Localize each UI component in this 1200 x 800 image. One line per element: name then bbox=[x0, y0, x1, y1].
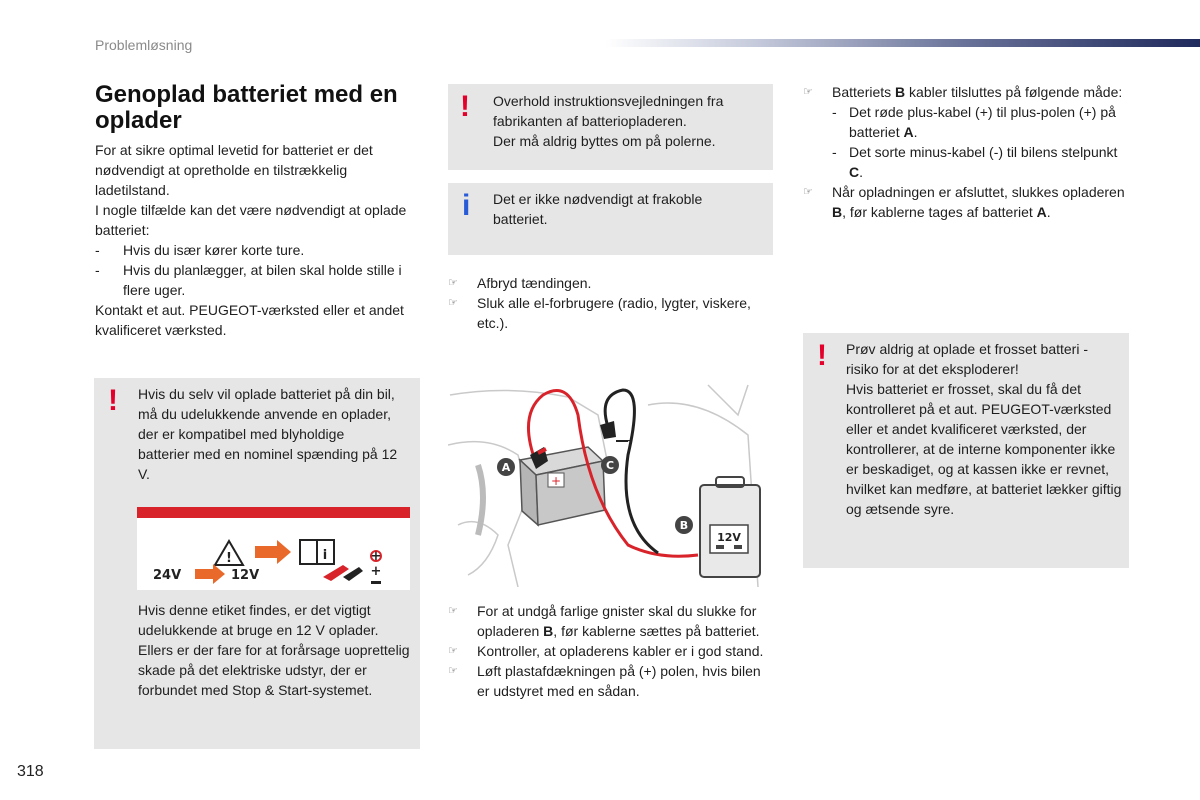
list-item-text: kabler tilsluttes på følgende måde: bbox=[905, 84, 1123, 100]
intro-paragraph: For at sikre optimal levetid for batteriet er det nødvendigt at opretholde en tilstrækkelig ladetilstand. bbox=[95, 142, 373, 198]
list-item bbox=[448, 273, 768, 293]
svg-text:C: C bbox=[605, 459, 615, 472]
list-item-text: Sluk alle el-forbrugere (radio, lygter, viskere, etc.). bbox=[477, 295, 751, 331]
battery-charging-figure bbox=[448, 375, 766, 587]
list-item-text: Kontroller, at opladerens kabler er i god stand. bbox=[477, 643, 764, 659]
warning-line: Der må aldrig byttes om på polerne. bbox=[493, 133, 716, 149]
warning-text: Hvis du selv vil oplade batteriet på din bil, må du udelukkende anvende en oplader, der er kompatibel med blyholdige batterier med en nominel spænding på 12 V. bbox=[138, 386, 398, 482]
warning-box bbox=[448, 84, 773, 170]
svg-text:+: + bbox=[550, 474, 562, 488]
warning-text: Hvis denne etiket findes, er det vigtigt udelukkende at bruge en 12 V oplader. Ellers er der fare for at forårsage uoprettelig skade på det elektriske udstyr, der er forbundet med Stop & Start-systemet. bbox=[138, 602, 410, 698]
dash-marker: - bbox=[95, 242, 100, 258]
list-item-bold: B bbox=[543, 623, 554, 639]
list-item bbox=[448, 293, 768, 333]
list-item-text: Hvis du især kører korte ture. bbox=[123, 242, 305, 258]
list-item-bold: A bbox=[903, 124, 914, 140]
intro-text bbox=[95, 140, 415, 340]
info-box bbox=[448, 183, 773, 255]
list-item-text: Afbryd tændingen. bbox=[477, 275, 592, 291]
list-item-text: , før kablerne sættes på batteriet. bbox=[553, 623, 760, 639]
steps-bottom bbox=[448, 601, 768, 701]
header-bar bbox=[605, 39, 1200, 47]
svg-text:i: i bbox=[322, 548, 328, 563]
charger-voltage-label: 12V bbox=[717, 531, 741, 544]
list-item bbox=[448, 601, 768, 641]
list-item-text: For at undgå farlige gnister skal du slukke for opladeren bbox=[477, 603, 757, 639]
svg-text:A: A bbox=[501, 461, 511, 474]
pointing-hand-icon: ☞ bbox=[448, 297, 458, 309]
info-icon: i bbox=[462, 189, 471, 222]
warning-line: Hvis batteriet er frosset, skal du få det kontrolleret på et aut. PEUGEOT-værksted eller et andet kvalificeret værksted, der kontrollerer, at de interne komponenter ikke er beskadiget, og at kassen ikke er revnet, hvilket kan medføre, at batteriet lækker giftig og ætsende syre. bbox=[846, 381, 1122, 517]
list-item bbox=[95, 260, 415, 300]
warning-box bbox=[803, 333, 1129, 568]
list-item-text: Batteriets bbox=[832, 84, 896, 100]
list-item-bold: C bbox=[849, 164, 860, 180]
list-item bbox=[803, 82, 1128, 182]
warning-line: Prøv aldrig at oplade et frosset batteri - risiko for at det eksploderer! bbox=[846, 341, 1088, 377]
callout-c bbox=[601, 456, 619, 474]
label-from-voltage: 24V bbox=[153, 568, 182, 583]
section-label: Problemløsning bbox=[95, 37, 193, 53]
list-item bbox=[803, 182, 1128, 222]
pointing-hand-icon: ☞ bbox=[803, 86, 813, 98]
warning-text bbox=[493, 91, 763, 151]
steps-top bbox=[448, 273, 768, 333]
svg-text:+: + bbox=[370, 564, 382, 579]
voltage-label-graphic bbox=[137, 507, 410, 590]
pointing-hand-icon: ☞ bbox=[448, 605, 458, 617]
svg-text:−: − bbox=[620, 433, 632, 449]
page-number: 318 bbox=[17, 763, 44, 780]
label-to-voltage: 12V bbox=[231, 568, 260, 583]
callout-b bbox=[675, 516, 693, 534]
callout-a bbox=[497, 458, 515, 476]
list-item-bold: B bbox=[832, 204, 843, 220]
arrow-right-icon bbox=[255, 540, 291, 564]
list-item-text: . bbox=[913, 124, 918, 140]
dash-marker: - bbox=[832, 144, 837, 160]
warning-text bbox=[846, 339, 1122, 519]
list-item-text: Løft plastafdækningen på (+) polen, hvis bilen er udstyret med en sådan. bbox=[477, 663, 761, 699]
battery-charging-illustration bbox=[448, 375, 766, 587]
pointing-hand-icon: ☞ bbox=[803, 186, 813, 198]
info-text: Det er ikke nødvendigt at frakoble batteriet. bbox=[493, 191, 703, 227]
list-item bbox=[95, 240, 415, 260]
list-item-bold: B bbox=[895, 84, 906, 100]
list-item bbox=[448, 661, 768, 701]
intro-paragraph: Kontakt et aut. PEUGEOT-værksted eller et andet kvalificeret værksted. bbox=[95, 302, 404, 338]
page-title: Genoplad batteriet med en oplader bbox=[95, 81, 398, 134]
list-item bbox=[448, 641, 768, 661]
dash-marker: - bbox=[95, 262, 100, 278]
sub-list-item bbox=[832, 142, 1128, 182]
manual-book-icon bbox=[300, 540, 334, 564]
pointing-hand-icon: ☞ bbox=[448, 277, 458, 289]
arrow-right-icon bbox=[195, 564, 225, 584]
warning-triangle-icon bbox=[215, 541, 243, 566]
sub-list-item bbox=[832, 102, 1128, 142]
pointing-hand-icon: ☞ bbox=[448, 645, 458, 657]
list-item-text: Når opladningen er afsluttet, slukkes opladeren bbox=[832, 184, 1125, 200]
charger-icon bbox=[700, 477, 760, 577]
steps-right bbox=[803, 82, 1128, 222]
list-item-text: Det sorte minus-kabel (-) til bilens stelpunkt bbox=[849, 144, 1118, 160]
svg-text:+: + bbox=[370, 549, 382, 564]
list-item-bold: A bbox=[1036, 204, 1047, 220]
svg-text:B: B bbox=[679, 519, 689, 532]
svg-text:!: ! bbox=[226, 551, 232, 566]
warning-line: Overhold instruktionsvejledningen fra fabrikanten af batteriopladeren. bbox=[493, 93, 724, 129]
warning-icon: ! bbox=[817, 339, 827, 372]
voltage-label-image bbox=[137, 507, 410, 590]
dash-marker: - bbox=[832, 104, 837, 120]
warning-icon: ! bbox=[108, 384, 118, 417]
list-item-text: , før kablerne tages af batteriet bbox=[842, 204, 1037, 220]
list-item-text: . bbox=[1046, 204, 1051, 220]
list-item-text: . bbox=[859, 164, 864, 180]
warning-icon: ! bbox=[460, 90, 470, 123]
list-item-text: Det røde plus-kabel (+) til plus-polen (+) på batteriet bbox=[849, 104, 1116, 140]
list-item-text: Hvis du planlægger, at bilen skal holde stille i flere uger. bbox=[123, 262, 402, 298]
intro-paragraph: I nogle tilfælde kan det være nødvendigt at oplade batteriet: bbox=[95, 202, 407, 238]
pointing-hand-icon: ☞ bbox=[448, 665, 458, 677]
